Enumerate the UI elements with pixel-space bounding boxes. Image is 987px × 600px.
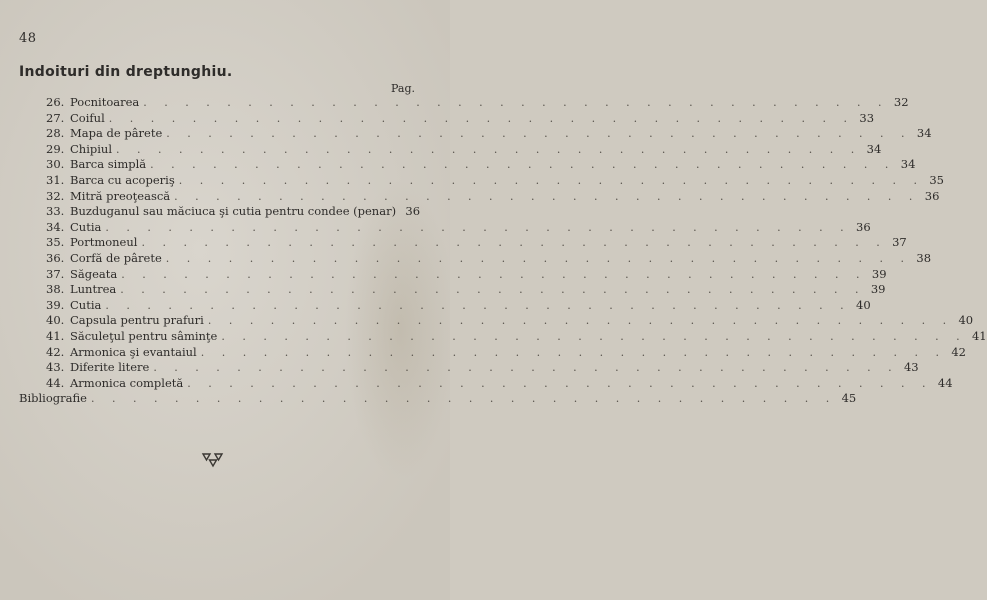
dot-leader: . . . . . . . . . . . . . . . . . . . . . . . . . . . . . . . . . . . . (187, 376, 933, 390)
toc-entry-number: 29. (46, 141, 65, 156)
bibliography-entry (19, 391, 857, 406)
toc-entry-number: 26. (46, 95, 65, 109)
toc-entry-page: 36 (924, 188, 940, 203)
toc-entry-page: 40 (958, 313, 974, 328)
toc-entry-page: 32 (893, 95, 909, 109)
toc-entry (46, 251, 932, 266)
toc-entry-number: 33. (46, 204, 65, 219)
toc-entry (46, 157, 916, 172)
dot-leader: . . . . . . . . . . . . . . . . . . . . . . . . . . . . . . . . . . . . (90, 392, 837, 406)
dot-leader: . . . . . . . . . . . . . . . . . . . . . . . . . . . . . . . . . . . . (221, 330, 967, 343)
page-column-label: Pag. (390, 82, 415, 95)
toc-entry-title: Mitră preoţească (70, 188, 171, 203)
toc-entry-page: 34 (866, 141, 882, 156)
dot-leader: . . . . . . . . . . . . . . . . . . . . . . . . . . . . . . . . . . . . (143, 96, 889, 109)
toc-entry-title: Portmoneul (70, 235, 138, 250)
toc-entry-title: Luntrea (70, 282, 117, 297)
toc-entry-page: 34 (900, 157, 916, 172)
toc-entry-title: Coiful (70, 110, 105, 125)
toc-entry-number: 39. (46, 297, 65, 312)
toc-entry-title: Mapa de pârete (70, 126, 163, 141)
toc-entry-title: Diferite litere (70, 360, 150, 375)
toc-entry (46, 344, 966, 360)
toc-entry-page: 42 (951, 344, 966, 359)
toc-entry-title: Cutia (70, 219, 102, 234)
dot-leader: . . . . . . . . . . . . . . . . . . . . . . . . . . . . . . . . . . . . (150, 158, 896, 172)
toc-entry-page: 34 (916, 126, 932, 141)
toc-entry-number: 40. (46, 313, 65, 328)
toc-entry-number: 30. (46, 157, 65, 172)
dot-leader: . . . . . . . . . . . . . . . . . . . . . . . . . . . . . . . . . . . . (141, 236, 887, 250)
triangle-fleuron-icon (202, 452, 224, 472)
toc-entry-page: 39 (870, 282, 886, 297)
toc-entry-title: Cutia (70, 297, 102, 312)
toc-entry-title: Barca simplă (70, 157, 147, 172)
toc-entry-number: 37. (46, 266, 65, 281)
toc-entry-title: Armonica şi evantaiul (70, 344, 197, 359)
toc-entry-title: Buzduganul sau măciuca şi cutia pentru condee (penar) (70, 204, 397, 219)
toc-entry (46, 297, 871, 313)
dot-leader: . . . . . . . . . . . . . . . . . . . . . . . . . . . . . . . . . . . . (153, 361, 899, 375)
toc-entry (46, 188, 940, 204)
toc-entry-page: 33 (859, 110, 875, 125)
toc-entry (46, 266, 887, 282)
toc-entry-page: 39 (871, 266, 887, 281)
toc-entry-page: 36 (405, 204, 421, 219)
toc-entry-number: 28. (46, 126, 65, 141)
dot-leader: . . . . . . . . . . . . . . . . . . . . . . . . . . . . . . . . . . . . (108, 111, 855, 125)
toc-entry-number: 41. (46, 329, 65, 343)
toc-entry-number: 35. (46, 235, 65, 250)
toc-entry-title: Barca cu acoperiş (70, 173, 175, 187)
toc-entry-number: 36. (46, 251, 65, 265)
toc-entry (46, 204, 421, 219)
toc-entry-page: 35 (929, 173, 944, 187)
dot-leader: . . . . . . . . . . . . . . . . . . . . . . . . . . . . . . . . . . . . (105, 220, 851, 234)
toc-entry-number: 42. (46, 344, 65, 359)
toc-entry (46, 375, 953, 391)
toc-entry-title: Săgeata (70, 266, 118, 281)
dot-leader: . . . . . . . . . . . . . . . . . . . . . . . . . . . . . . . . . . . . (200, 345, 946, 359)
toc-entry-title: Săculeţul pentru sâminţe (70, 329, 218, 343)
toc-entry-page: 38 (916, 251, 932, 265)
toc-entry-number: 31. (46, 173, 65, 187)
bibliography-title: Bibliografie (19, 391, 87, 406)
toc-entry-title: Chipiul (70, 141, 113, 156)
toc-entry (46, 126, 932, 141)
toc-entry-page: 44 (937, 375, 953, 390)
dot-leader: . . . . . . . . . . . . . . . . . . . . . . . . . . . . . . . . . . . . (121, 267, 867, 281)
toc-entry-number: 43. (46, 360, 65, 375)
toc-entry (46, 235, 907, 250)
section-heading: Indoituri din dreptunghiu. (19, 64, 233, 80)
toc-entry-page: 43 (903, 360, 919, 375)
dot-leader: . . . . . . . . . . . . . . . . . . . . . . . . . . . . . . . . . . . . (165, 252, 912, 265)
toc-entry-number: 44. (46, 375, 65, 390)
toc-entry (46, 141, 882, 157)
bibliography-page: 45 (841, 391, 857, 406)
toc-entry-number: 32. (46, 188, 65, 203)
toc-entry-title: Capsula pentru prafuri (70, 313, 204, 328)
toc-entry (46, 282, 886, 297)
toc-entry (46, 313, 974, 328)
dot-leader: . . . . . . . . . . . . . . . . . . . . . . . . . . . . . . . . . . . . (178, 174, 924, 187)
toc-entry (46, 329, 987, 344)
dot-leader: . . . . . . . . . . . . . . . . . . . . . . . . . . . . . . . . . . . . (105, 298, 851, 312)
toc-entry (46, 219, 871, 235)
toc-entry (46, 110, 875, 126)
dot-leader: . . . . . . . . . . . . . . . . . . . . . . . . . . . . . . . . . . . . (166, 127, 912, 141)
dot-leader: . . . . . . . . . . . . . . . . . . . . . . . . . . . . . . . . . . . . (116, 142, 862, 156)
toc-entry-title: Pocnitoarea (70, 95, 140, 109)
toc-entry-number: 34. (46, 219, 65, 234)
toc-entry-page: 37 (892, 235, 907, 250)
dot-leader: . . . . . . . . . . . . . . . . . . . . . . . . . . . . . . . . . . . . (207, 314, 954, 328)
toc-entry-number: 38. (46, 282, 65, 297)
toc-entry-number: 27. (46, 110, 65, 125)
toc-entry (46, 95, 909, 110)
toc-entry (46, 360, 919, 375)
toc-entry-page: 41 (971, 329, 987, 343)
dot-leader: . . . . . . . . . . . . . . . . . . . . . . . . . . . . . . . . . . . . (174, 189, 920, 203)
toc-entry-page: 40 (856, 297, 871, 312)
toc-entry-title: Armonica completă (70, 375, 184, 390)
dot-leader: . . . . . . . . . . . . . . . . . . . . . . . . . . . . . . . . . . . . (120, 283, 866, 297)
toc-entry (46, 173, 944, 188)
page-number: 48 (19, 31, 37, 46)
toc-entry-title: Corfă de pârete (70, 251, 162, 265)
toc-entry-page: 36 (856, 219, 871, 234)
